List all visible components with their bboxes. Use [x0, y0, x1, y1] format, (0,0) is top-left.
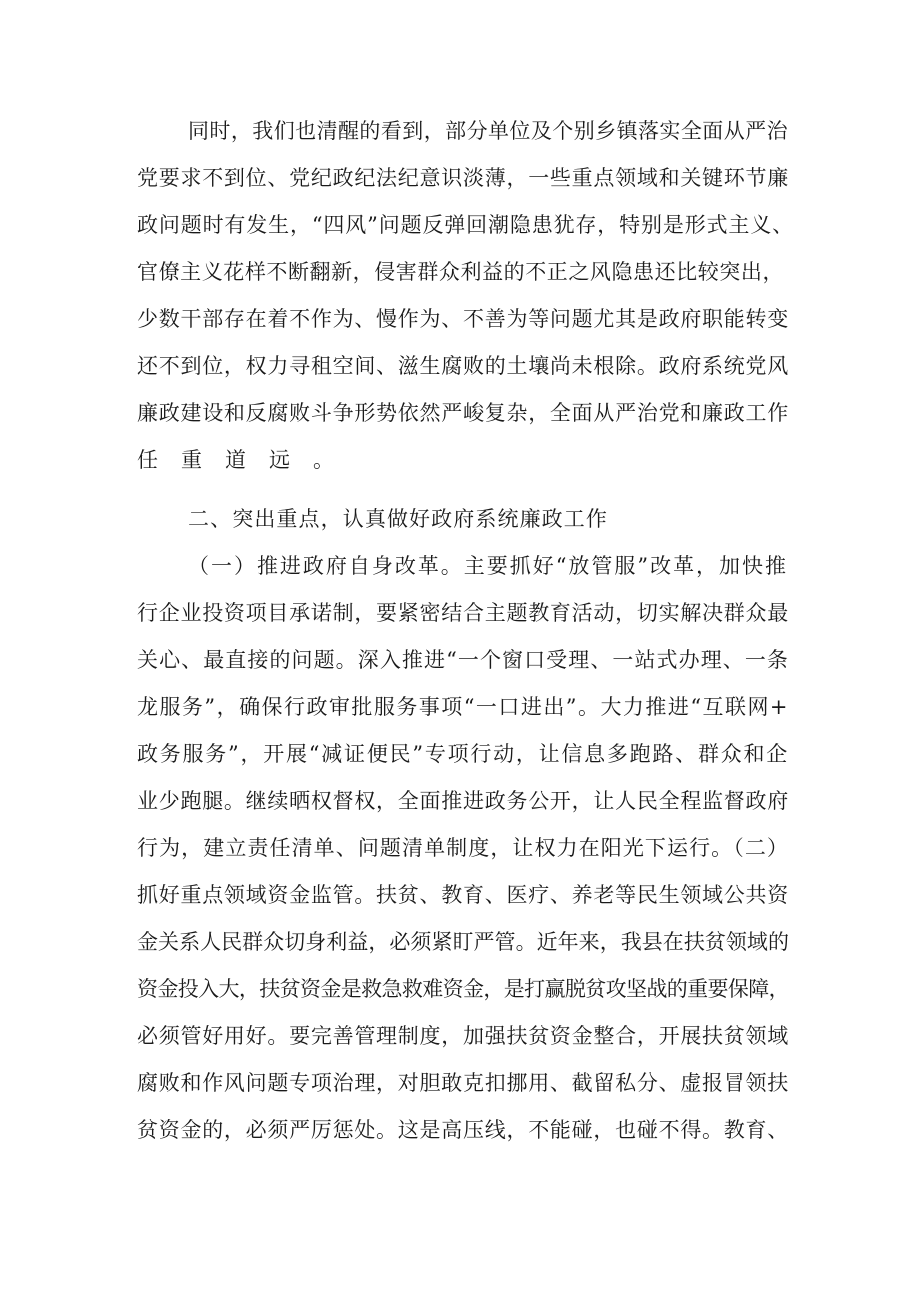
line-text: 龙服务”，确保行政审批服务事项“一口进出”。大力推进“互联网+ — [137, 695, 789, 719]
line-text: 政务服务”，开展“减证便民”专项行动，让信息多跑路、群众和企 — [137, 742, 789, 766]
line-text: 金关系人民群众切身利益，必须紧盯严管。近年来，我县在扶贫领域的 — [137, 930, 789, 954]
text-line — [0, 827, 920, 869]
line-text: 资金投入大，扶贫资金是救急救难资金，是打赢脱贫攻坚战的重要保障， — [137, 977, 789, 1001]
line-text: 少数干部存在着不作为、慢作为、不善为等问题尤其是政府职能转变 — [137, 307, 789, 331]
text-line — [0, 592, 920, 634]
text-line — [0, 686, 920, 728]
line-text: 业少跑腿。继续晒权督权，全面推进政务公开，让人民全程监督政府 — [137, 789, 789, 813]
line-text: （一）推进政府自身改革。主要抓好“放管服”改革，加快推 — [188, 554, 788, 578]
text-line — [0, 545, 920, 587]
line-text: 政问题时有发生，“四风”问题反弹回潮隐患犹存，特别是形式主义、 — [137, 213, 794, 237]
line-text: 官僚主义花样不断翻新，侵害群众利益的不正之风隐患还比较突出， — [137, 260, 785, 284]
line-text: 贫资金的，必须严厉惩处。这是高压线，不能碰，也碰不得。教育、 — [137, 1118, 789, 1142]
text-line — [0, 733, 920, 775]
text-line — [0, 639, 920, 681]
text-line — [0, 968, 920, 1010]
section-heading — [0, 498, 920, 540]
line-text: 抓好重点领域资金监管。扶贫、教育、医疗、养老等民生领域公共资 — [137, 883, 789, 907]
text-line — [0, 874, 920, 916]
text-line — [0, 1062, 920, 1104]
text-line — [0, 157, 920, 199]
text-line — [0, 345, 920, 387]
line-text: 党要求不到位、党纪政纪法纪意识淡薄，一些重点领域和关键环节廉 — [137, 166, 789, 190]
text-line — [0, 1015, 920, 1057]
text-line — [0, 439, 920, 481]
text-line — [0, 921, 920, 963]
text-line — [0, 110, 920, 152]
line-text: 同时，我们也清醒的看到，部分单位及个别乡镇落实全面从严治 — [188, 119, 789, 143]
text-line — [0, 1109, 920, 1151]
text-line — [0, 251, 920, 293]
line-text: 廉政建设和反腐败斗争形势依然严峻复杂，全面从严治党和廉政工作 — [137, 401, 789, 425]
line-text: 任重道远。 — [137, 448, 357, 472]
line-text: 二、突出重点，认真做好政府系统廉政工作 — [188, 507, 608, 531]
line-text: 还不到位，权力寻租空间、滋生腐败的土壤尚未根除。政府系统党风 — [137, 354, 789, 378]
line-text: 行企业投资项目承诺制，要紧密结合主题教育活动，切实解决群众最 — [137, 601, 789, 625]
text-line — [0, 392, 920, 434]
line-text: 必须管好用好。要完善管理制度，加强扶贫资金整合，开展扶贫领域 — [137, 1024, 789, 1048]
text-line — [0, 780, 920, 822]
line-text: 关心、最直接的问题。深入推进“一个窗口受理、一站式办理、一条 — [137, 648, 790, 672]
line-text: 腐败和作风问题专项治理，对胆敢克扣挪用、截留私分、虚报冒领扶 — [137, 1071, 789, 1095]
line-text: 行为，建立责任清单、问题清单制度，让权力在阳光下运行。（二） — [137, 836, 789, 860]
text-line — [0, 204, 920, 246]
text-line — [0, 298, 920, 340]
